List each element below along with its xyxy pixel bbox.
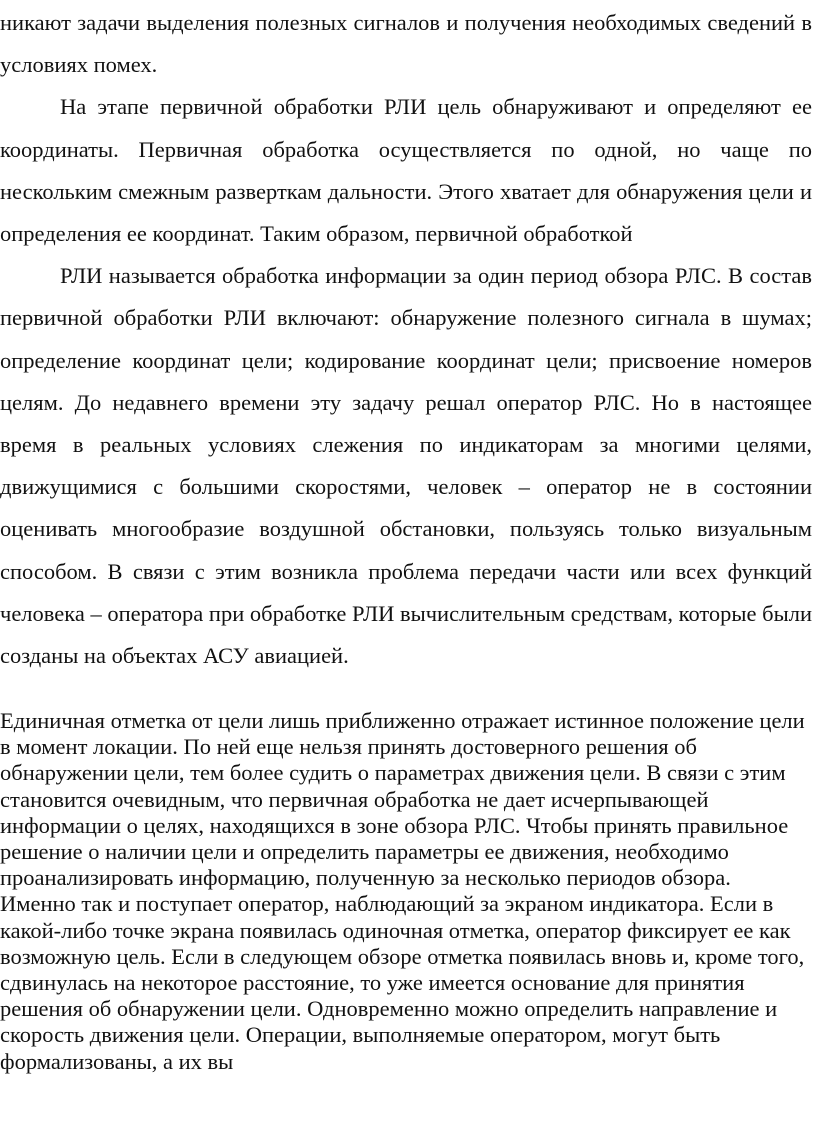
paragraph-continuation: никают задачи выделения полезных сигналов и получения необходимых сведений в условиях помех. (0, 10, 812, 78)
paragraph-single-mark: Единичная отметка от цели лишь приближенно отражает истинное положение цели в момент локации. По ней еще нельзя принять достоверного решения об обнаружении цели, тем более судить о параметрах движения цели. В связи с этим становится очевидным, что первичная обработка не дает исчерпывающей информации о целях, находящихся в зоне обзора РЛС. Чтобы принять правильное решение о наличии цели и определить параметры ее движения, необходимо проанализировать информацию, полученную за несколько периодов обзора. Именно так и поступает оператор, наблюдающий за экраном индикатора. Если в какой-либо точке экрана появилась одиночная отметка, оператор фиксирует ее как возможную цель. Если в следующем обзоре отметка появилась вновь и, кроме того, сдвинулась на некоторое расстояние, то уже имеется основание для принятия решения об обнаружении цели. Одновременно можно определить направление и скорость движения цели. Операции, выполняемые оператором, могут быть формализованы, а их вы (0, 708, 805, 1074)
paragraph-rli-definition: РЛИ называется обработка информации за один период обзора РЛС. В состав первичной обработки РЛИ включают: обнаружение полезного сигнала в шумах; определение координат цели; кодирование координат цели; присвоение номеров целям. До недавнего времени эту задачу решал оператор РЛС. Но в настоящее время в реальных условиях слежения по индикаторам за многими целями, движущимися с большими скоростями, человек – оператор не в состоянии оценивать многообразие воздушной обстановки, пользуясь только визуальным способом. В связи с этим возникла проблема передачи части или всех функций человека – оператора при обработке РЛИ вычислительным средствам, которые были созданы на объектах АСУ авиацией. (0, 263, 812, 669)
text-block-double-spaced (0, 2, 812, 677)
text-block-single-spaced (0, 708, 812, 1075)
paragraph-primary-processing: На этапе первичной обработки РЛИ цель обнаруживают и определяют ее координаты. Первичная обработка осуществляется по одной, но чаще по нескольким смежным разверткам дальности. Этого хватает для обнаружения цели и определения ее координат. Таким образом, первичной обработкой (0, 94, 812, 247)
